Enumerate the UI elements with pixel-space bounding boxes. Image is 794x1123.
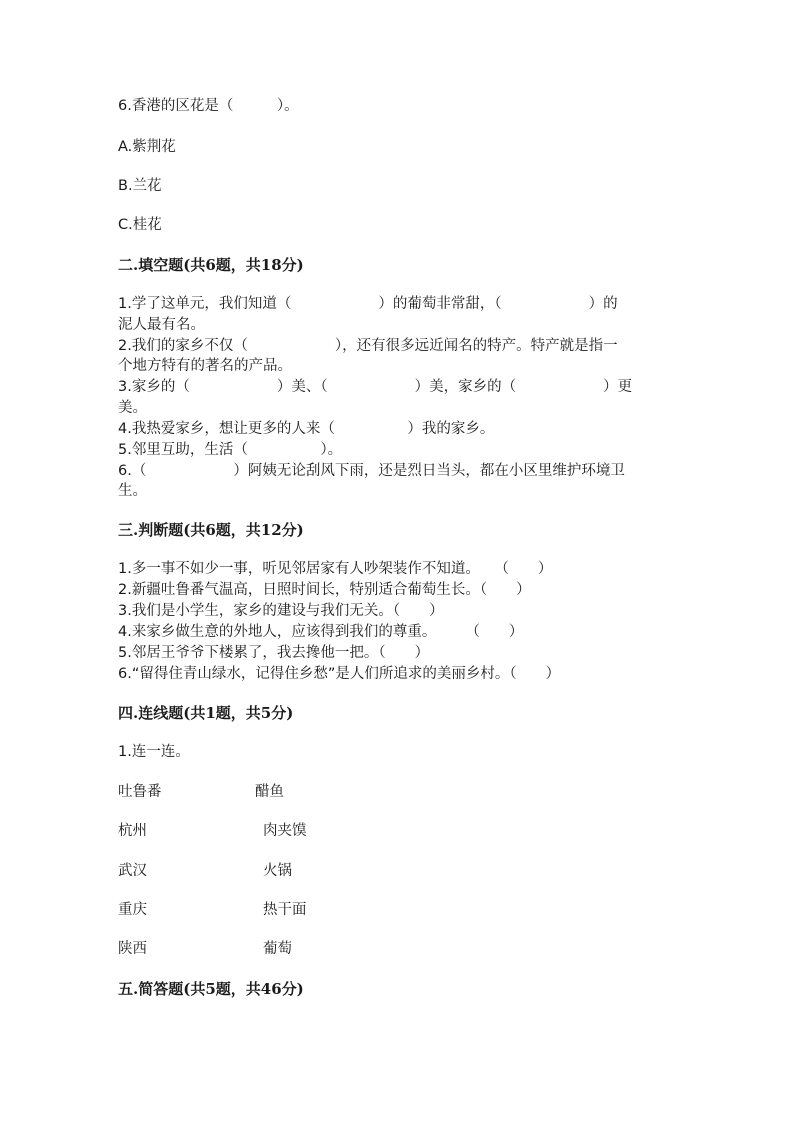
match-left-item: 武汉: [118, 863, 147, 879]
s2-line-9: 6.（ ）阿姨无论刮风下雨，还是烈日当头，都在小区里维护环境卫: [118, 463, 625, 479]
match-right-item: 醋鱼: [255, 784, 284, 800]
q6-option-c: C.桂花: [118, 217, 162, 233]
s3-line-3: 3.我们是小学生，家乡的建设与我们无关。（ ）: [118, 603, 444, 619]
s2-line-5: 3.家乡的（ ）美、（ ）美，家乡的（ ）更: [118, 379, 633, 395]
s2-line-4: 个地方特有的著名的产品。: [118, 358, 292, 374]
section4-title: 四.连线题(共1题，共5分): [118, 704, 294, 722]
s2-line-10: 生。: [118, 483, 147, 499]
s3-line-1: 1.多一事不如少一事，听见邻居家有人吵架装作不知道。 （ ）: [118, 561, 553, 577]
match-left-item: 吐鲁番: [118, 784, 162, 800]
match-right-item: 肉夹馍: [263, 823, 307, 839]
s2-line-1: 1.学了这单元，我们知道（ ）的葡萄非常甜，（ ）的: [118, 296, 618, 312]
match-left-item: 陕西: [118, 941, 147, 957]
match-left-item: 杭州: [118, 823, 147, 839]
s3-line-5: 5.邻居王爷爷下楼累了，我去搀他一把。（ ）: [118, 645, 430, 661]
s2-line-8: 5.邻里互助，生活（ ）。: [118, 442, 343, 458]
section5-title: 五.简答题(共5题，共46分): [118, 980, 304, 998]
match-right-item: 热干面: [263, 902, 307, 918]
s3-line-4: 4.来家乡做生意的外地人，应该得到我们的尊重。 （ ）: [118, 624, 524, 640]
section3-title: 三.判断题(共6题，共12分): [118, 521, 304, 539]
q6-option-a: A.紫荆花: [118, 139, 176, 155]
q6-option-b: B.兰花: [118, 178, 162, 194]
match-right-item: 火锅: [263, 863, 292, 879]
section2-title: 二.填空题(共6题，共18分): [118, 256, 304, 274]
s2-line-6: 美。: [118, 400, 147, 416]
q6-stem: 6.香港的区花是（ ）。: [118, 98, 299, 114]
s2-line-3: 2.我们的家乡不仅（ ），还有很多远近闻名的特产。特产就是指一: [118, 338, 618, 354]
s2-line-7: 4.我热爱家乡，想让更多的人来（ ）我的家乡。: [118, 421, 495, 437]
s2-line-2: 泥人最有名。: [118, 317, 205, 333]
s3-line-6: 6.“留得住青山绿水，记得住乡愁”是人们所追求的美丽乡村。（ ）: [118, 666, 561, 682]
match-left-item: 重庆: [118, 902, 147, 918]
match-right-item: 葡萄: [263, 941, 292, 957]
s4-stem: 1.连一连。: [118, 744, 190, 760]
s3-line-2: 2.新疆吐鲁番气温高，日照时间长，特别适合葡萄生长。（ ）: [118, 582, 531, 598]
